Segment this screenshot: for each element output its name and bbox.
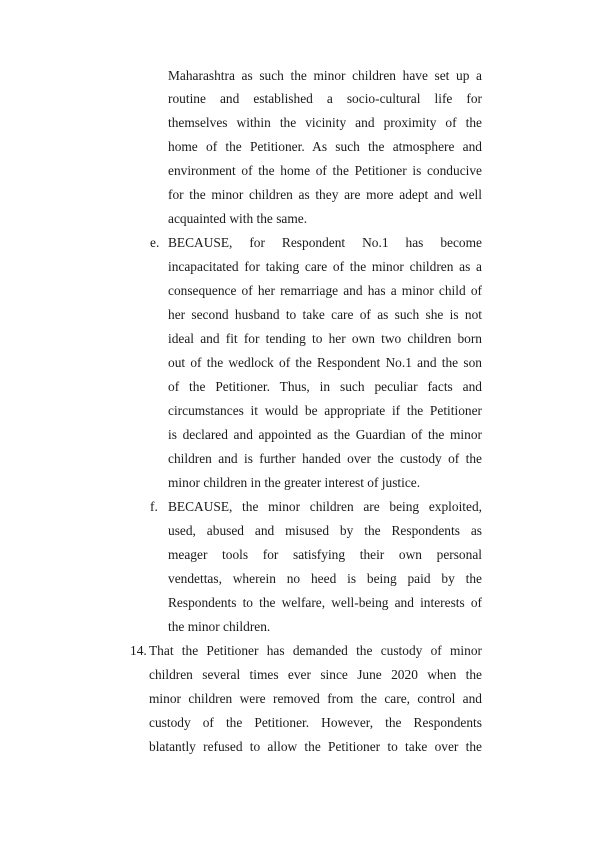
text-line: Maharashtra as such the minor children have set up a [168, 68, 482, 83]
text-line: environment of the home of the Petitioner is conducive [168, 163, 482, 178]
text-line: circumstances it would be appropriate if the Petitioner [168, 403, 482, 418]
text-line: children several times ever since June 2020 when the [149, 667, 482, 682]
text-line: children and is further handed over the custody of the [168, 451, 482, 466]
text-line: BECAUSE, the minor children are being exploited, [168, 499, 482, 514]
text-line: routine and established a socio-cultural life for [168, 91, 482, 106]
text-line: home of the Petitioner. As such the atmosphere and [168, 139, 482, 154]
paragraph-number: 14. [130, 643, 147, 658]
text-line: ideal and fit for tending to her own two children born [168, 331, 482, 346]
text-line: vendettas, wherein no heed is being paid by the [168, 571, 482, 586]
text-line: blatantly refused to allow the Petitioner to take over the [149, 739, 482, 754]
text-line: incapacitated for taking care of the minor children as a [168, 259, 482, 274]
text-line: custody of the Petitioner. However, the Respondents [149, 715, 482, 730]
text-line: acquainted with the same. [168, 211, 308, 226]
text-line: BECAUSE, for Respondent No.1 has become [168, 235, 482, 250]
text-line: of the Petitioner. Thus, in such peculiar facts and [168, 379, 482, 394]
text-line: out of the wedlock of the Respondent No.1 and the son [168, 355, 482, 370]
text-line: the minor children. [168, 619, 271, 634]
text-line: is declared and appointed as the Guardian of the minor [168, 427, 482, 442]
text-line: meager tools for satisfying their own personal [168, 547, 482, 562]
text-line: used, abused and misused by the Respondents as [168, 523, 482, 538]
text-line: themselves within the vicinity and proximity of the [168, 115, 482, 130]
text-line: for the minor children as they are more adept and well [168, 187, 482, 202]
text-line: minor children in the greater interest of justice. [168, 475, 421, 490]
list-marker: f. [150, 499, 158, 514]
text-line: consequence of her remarriage and has a minor child of [168, 283, 482, 298]
text-line: minor children were removed from the care, control and [149, 691, 482, 706]
text-line: Respondents to the welfare, well-being and interests of [168, 595, 482, 610]
text-line: her second husband to take care of as such she is not [168, 307, 482, 322]
text-line: That the Petitioner has demanded the custody of minor [149, 643, 482, 658]
list-marker: e. [150, 235, 160, 250]
